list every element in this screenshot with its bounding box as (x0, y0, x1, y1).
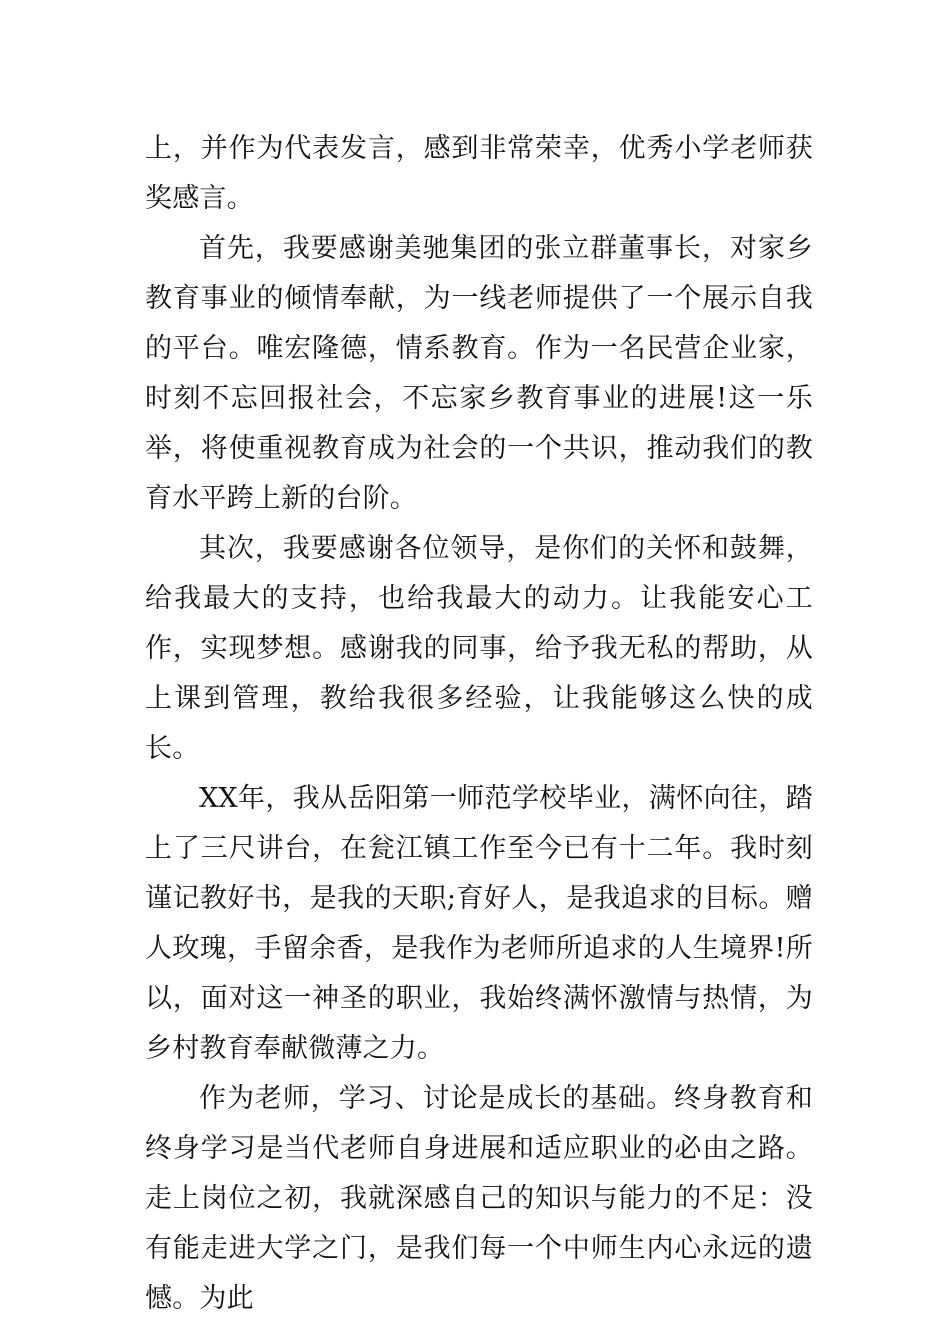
paragraph-2: 首先，我要感谢美驰集团的张立群董事长，对家乡教育事业的倾情奉献，为一线老师提供了一个展示自我的平台。唯宏隆德，情系教育。作为一名民营企业家，时刻不忘回报社会，不忘家乡教育事业的进展!这一乐举，将使重视教育成为社会的一个共识，推动我们的教育水平跨上新的台阶。 (145, 233, 813, 514)
paragraph-5: 作为老师，学习、讨论是成长的基础。终身教育和终身学习是当代老师自身进展和适应职业的必由之路。走上岗位之初，我就深感自己的知识与能力的不足：没有能走进大学之门，是我们每一个中师生内心永远的遗憾。为此 (145, 1083, 813, 1314)
document-body (145, 124, 813, 1324)
paragraph-3: 其次，我要感谢各位领导，是你们的关怀和鼓舞，给我最大的支持，也给我最大的动力。让我能安心工作，实现梦想。感谢我的同事，给予我无私的帮助，从上课到管理，教给我很多经验，让我能够这么快的成长。 (145, 533, 813, 764)
paragraph-4: XX年，我从岳阳第一师范学校毕业，满怀向往，踏上了三尺讲台，在瓮江镇工作至今已有十二年。我时刻谨记教好书，是我的天职;育好人，是我追求的目标。赠人玫瑰，手留余香，是我作为老师所追求的人生境界!所以，面对这一神圣的职业，我始终满怀激情与热情，为乡村教育奉献微薄之力。 (145, 783, 813, 1064)
paragraph-1: 上，并作为代表发言，感到非常荣幸，优秀小学老师获奖感言。 (145, 133, 813, 214)
